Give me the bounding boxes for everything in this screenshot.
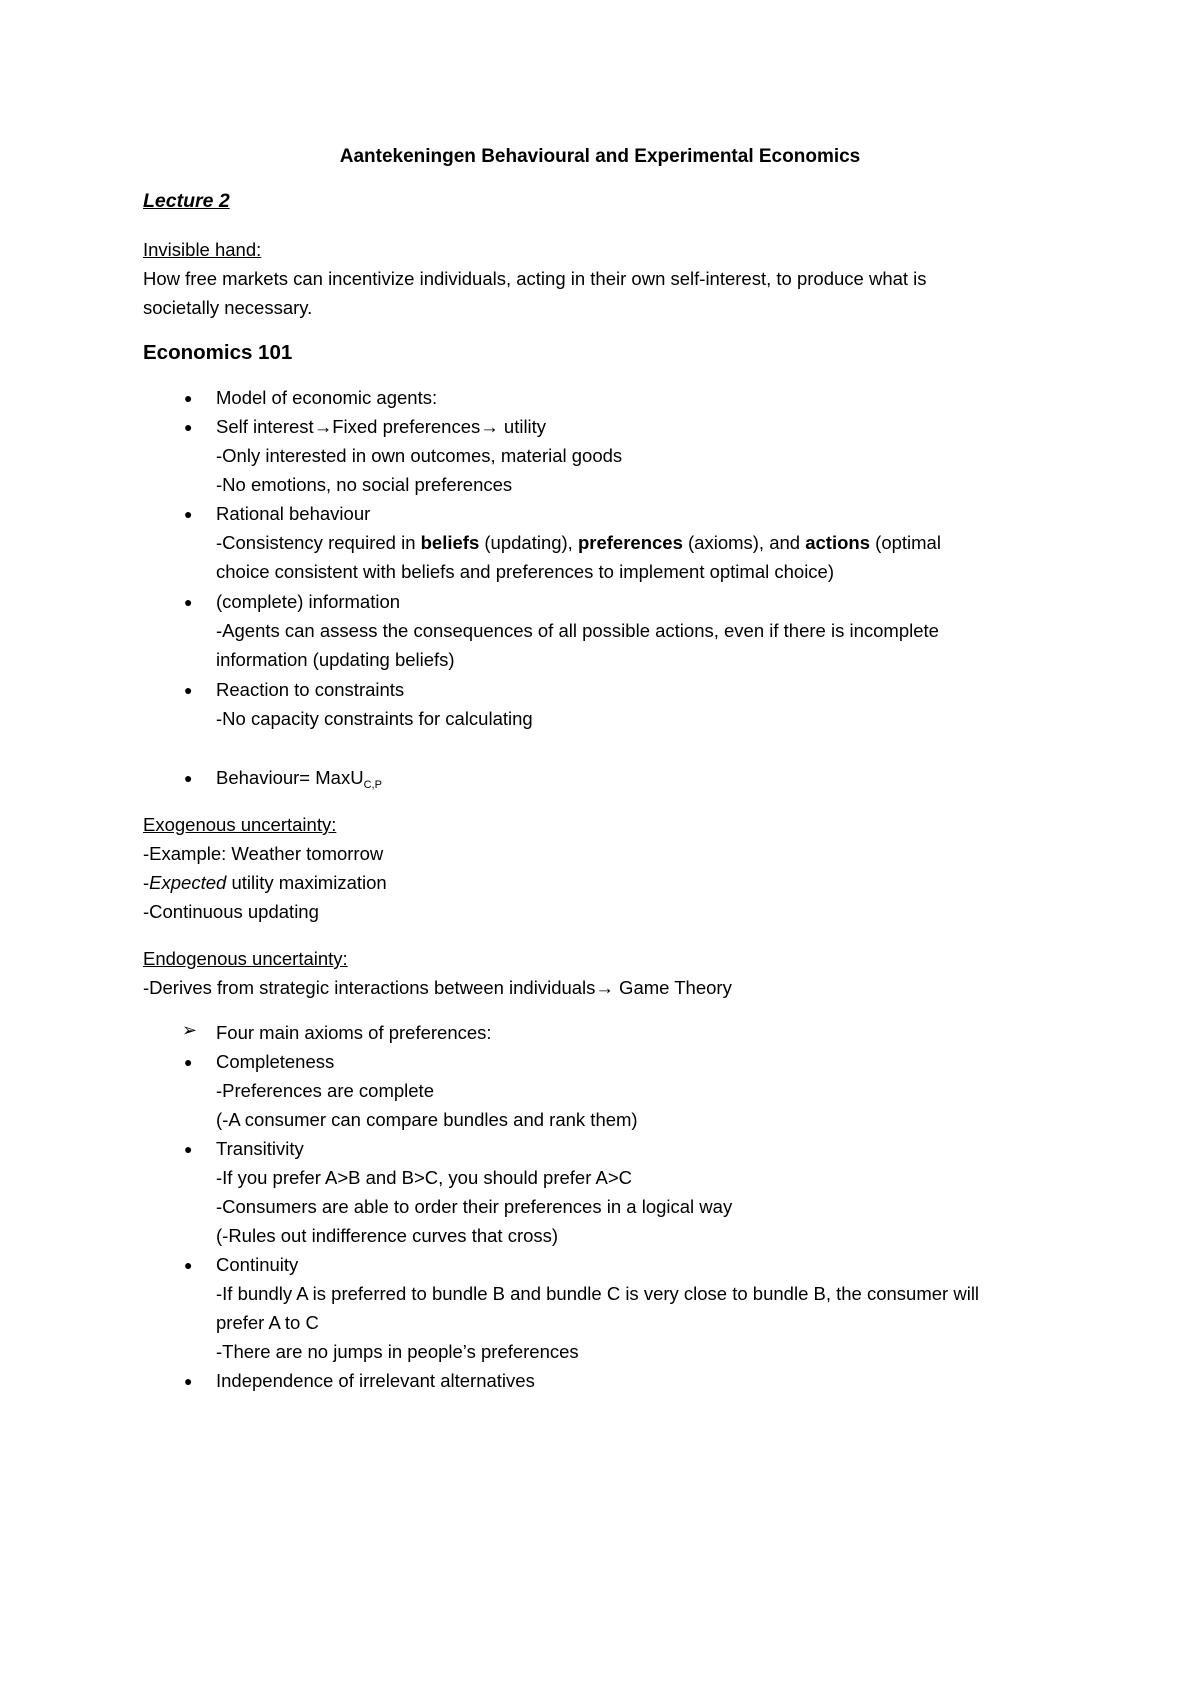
list-subitem: -Consistency required in beliefs (updating), preferences (axioms), and actions (optimal: [216, 532, 941, 553]
list-item: Behaviour= MaxU$_{C,P}$: [216, 767, 382, 791]
list-subitem: -If bundly A is preferred to bundle B and bundle C is very close to bundle B, the consumer will: [216, 1283, 980, 1304]
list-item: Completeness: [216, 1051, 335, 1072]
list-item: Continuity: [216, 1254, 299, 1275]
exogenous-line: -Example: Weather tomorrow: [143, 843, 384, 864]
exogenous-line: -Continuous updating: [143, 901, 319, 922]
list-subitem: (-Rules out indifference curves that cross): [216, 1225, 559, 1246]
invisible-hand-line2: societally necessary.: [143, 297, 313, 318]
invisible-hand-line1: How free markets can incentivize individuals, acting in their own self-interest, to produce what is: [143, 268, 927, 289]
list-subitem: -Agents can assess the consequences of all possible actions, even if there is incomplete: [216, 620, 939, 641]
list-item: Rational behaviour: [216, 503, 371, 524]
list-subitem: -Preferences are complete: [216, 1080, 434, 1101]
document-title: Aantekeningen Behavioural and Experimental Economics: [339, 146, 861, 167]
list-subitem: -If you prefer A>B and B>C, you should prefer A>C: [216, 1167, 632, 1188]
bullet-icon: ●: [184, 506, 193, 522]
bullet-icon: ●: [184, 1373, 193, 1389]
list-subitem: information (updating beliefs): [216, 649, 455, 670]
arrow-right-icon: →: [480, 416, 499, 437]
exogenous-line: -Expected utility maximization: [143, 872, 387, 893]
invisible-hand-heading: Invisible hand:: [143, 239, 262, 260]
list-subitem: -No emotions, no social preferences: [216, 474, 513, 495]
list-item: Independence of irrelevant alternatives: [216, 1370, 535, 1391]
list-subitem: (-A consumer can compare bundles and rank them): [216, 1109, 638, 1130]
list-item: Transitivity: [216, 1138, 304, 1159]
economics-101-heading: Economics 101: [143, 341, 293, 364]
bullet-icon: ●: [184, 1257, 193, 1273]
endogenous-line: -Derives from strategic interactions between individuals→ Game Theory: [143, 977, 732, 998]
list-item: Reaction to constraints: [216, 679, 405, 700]
endogenous-heading: Endogenous uncertainty:: [143, 948, 348, 969]
bullet-icon: ●: [184, 1141, 193, 1157]
bullet-icon: ●: [184, 770, 193, 786]
list-subitem: prefer A to C: [216, 1312, 319, 1333]
list-item: (complete) information: [216, 591, 401, 612]
list-item: Self interest→Fixed preferences→ utility: [216, 416, 547, 437]
list-subitem: -There are no jumps in people’s preferences: [216, 1341, 579, 1362]
list-item: Four main axioms of preferences:: [216, 1022, 492, 1043]
arrow-right-icon: →: [313, 416, 333, 437]
list-item: Model of economic agents:: [216, 387, 438, 408]
bullet-icon: ●: [184, 419, 193, 435]
exogenous-heading: Exogenous uncertainty:: [143, 814, 337, 835]
list-subitem: -No capacity constraints for calculating: [216, 708, 533, 729]
arrow-right-icon: →: [595, 977, 614, 998]
lecture-heading: Lecture 2: [143, 190, 230, 212]
bullet-icon: ●: [184, 594, 193, 610]
bullet-icon: ●: [184, 1054, 193, 1070]
list-subitem: -Only interested in own outcomes, material goods: [216, 445, 623, 466]
bullet-icon: ●: [184, 390, 193, 406]
list-subitem: choice consistent with beliefs and preferences to implement optimal choice): [216, 561, 835, 582]
list-subitem: -Consumers are able to order their preferences in a logical way: [216, 1196, 733, 1217]
bullet-icon: ●: [184, 682, 193, 698]
arrowhead-bullet-icon: ➢: [182, 1020, 198, 1040]
